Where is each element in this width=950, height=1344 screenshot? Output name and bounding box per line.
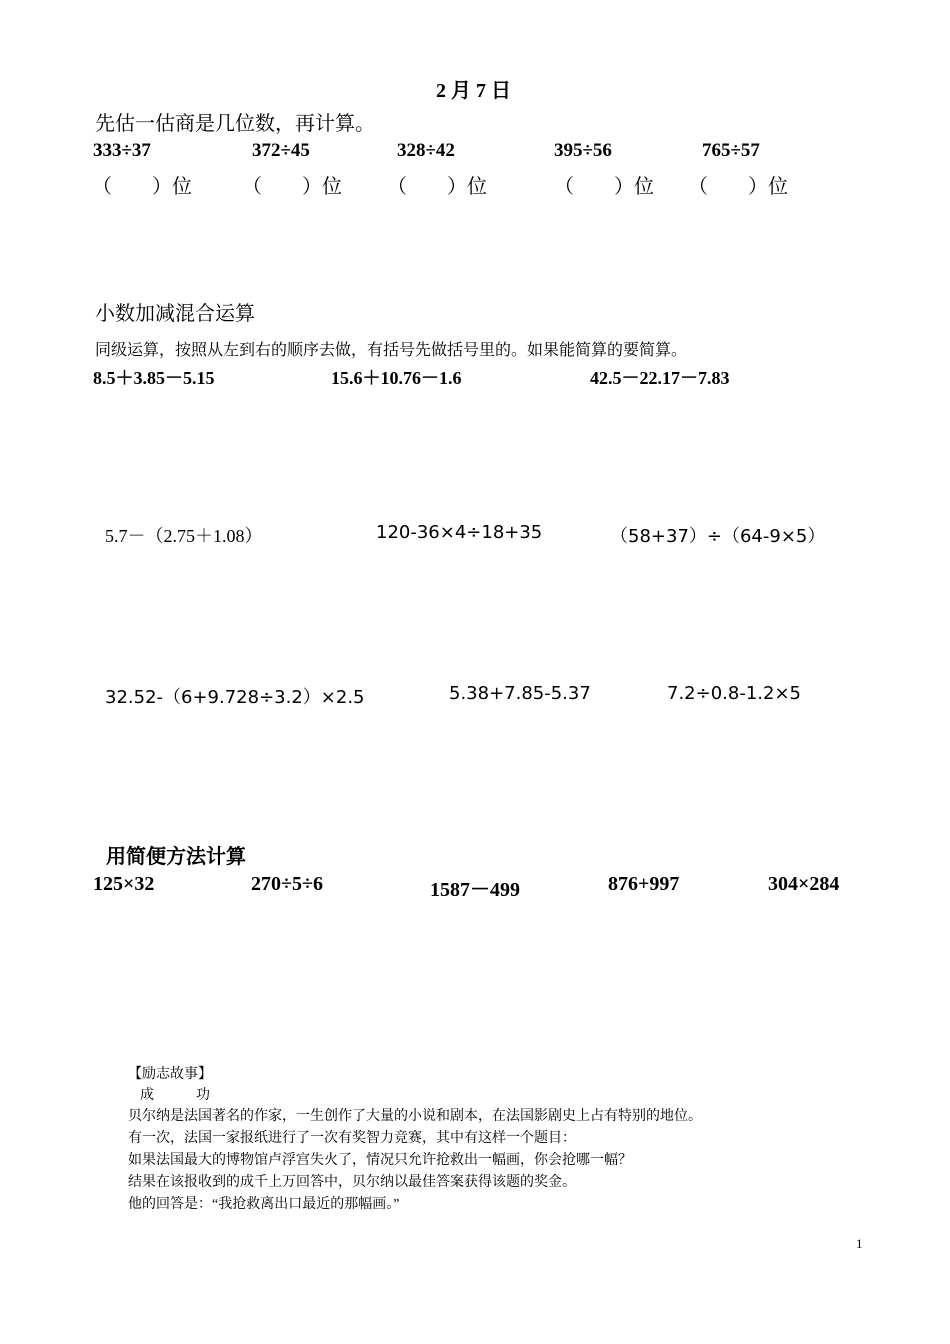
simplify-problem: 270÷5÷6 xyxy=(251,873,323,895)
estimate-problem: 395÷56 xyxy=(554,140,612,161)
mixed-expression: 120-36×4÷18+35 xyxy=(376,522,543,543)
estimate-problem: 372÷45 xyxy=(252,140,310,161)
story-line: 如果法国最大的博物馆卢浮宫失火了，情况只允许抢救出一幅画，你会抢哪一幅？ xyxy=(128,1153,632,1168)
page-title: 2 月 7 日 xyxy=(436,80,511,102)
story-title: 成 功 xyxy=(140,1088,210,1103)
story-line: 贝尔纳是法国著名的作家，一生创作了大量的小说和剧本，在法国影剧史上占有特别的地位。 xyxy=(128,1109,702,1124)
digit-blank: （ ）位 xyxy=(92,176,192,198)
digit-blank: （ ）位 xyxy=(387,176,487,198)
mixed-expression: （58+37）÷（64-9×5） xyxy=(610,526,826,547)
simplify-problem: 125×32 xyxy=(93,873,155,895)
story-line: 他的回答是：“我抢救离出口最近的那幅画。” xyxy=(128,1197,400,1212)
estimate-problem: 328÷42 xyxy=(397,140,455,161)
simplify-problem: 1587－499 xyxy=(430,879,520,901)
mixed-expression: 32.52-（6+9.728÷3.2）×2.5 xyxy=(105,687,365,708)
mixed-expression: 5.7－（2.75＋1.08） xyxy=(105,526,263,546)
story-line: 有一次，法国一家报纸进行了一次有奖智力竞赛，其中有这样一个题目： xyxy=(128,1131,576,1146)
mixed-expression: 15.6＋10.76－1.6 xyxy=(331,368,462,388)
mixed-expression: 42.5－22.17－7.83 xyxy=(590,368,730,388)
digit-blank: （ ）位 xyxy=(242,176,342,198)
mixed-expression: 7.2÷0.8-1.2×5 xyxy=(667,683,801,704)
section1-heading: 先估一估商是几位数，再计算。 xyxy=(95,113,375,135)
page-number: 1 xyxy=(856,1236,863,1251)
section2-heading: 小数加减混合运算 xyxy=(95,303,255,325)
simplify-problem: 876+997 xyxy=(608,873,680,895)
section3-heading: 用简便方法计算 xyxy=(106,844,246,868)
simplify-problem: 304×284 xyxy=(768,873,840,895)
estimate-problem: 333÷37 xyxy=(93,140,151,161)
digit-blank: （ ）位 xyxy=(554,176,654,198)
mixed-expression: 5.38+7.85-5.37 xyxy=(449,683,591,704)
estimate-problem: 765÷57 xyxy=(702,140,760,161)
digit-blank: （ ）位 xyxy=(688,176,788,198)
story-line: 结果在该报收到的成千上万回答中，贝尔纳以最佳答案获得该题的奖金。 xyxy=(128,1175,576,1190)
section2-instruction: 同级运算，按照从左到右的顺序去做，有括号先做括号里的。如果能简算的要简算。 xyxy=(95,342,688,359)
story-tag: 【励志故事】 xyxy=(128,1067,212,1082)
mixed-expression: 8.5＋3.85－5.15 xyxy=(93,368,215,388)
